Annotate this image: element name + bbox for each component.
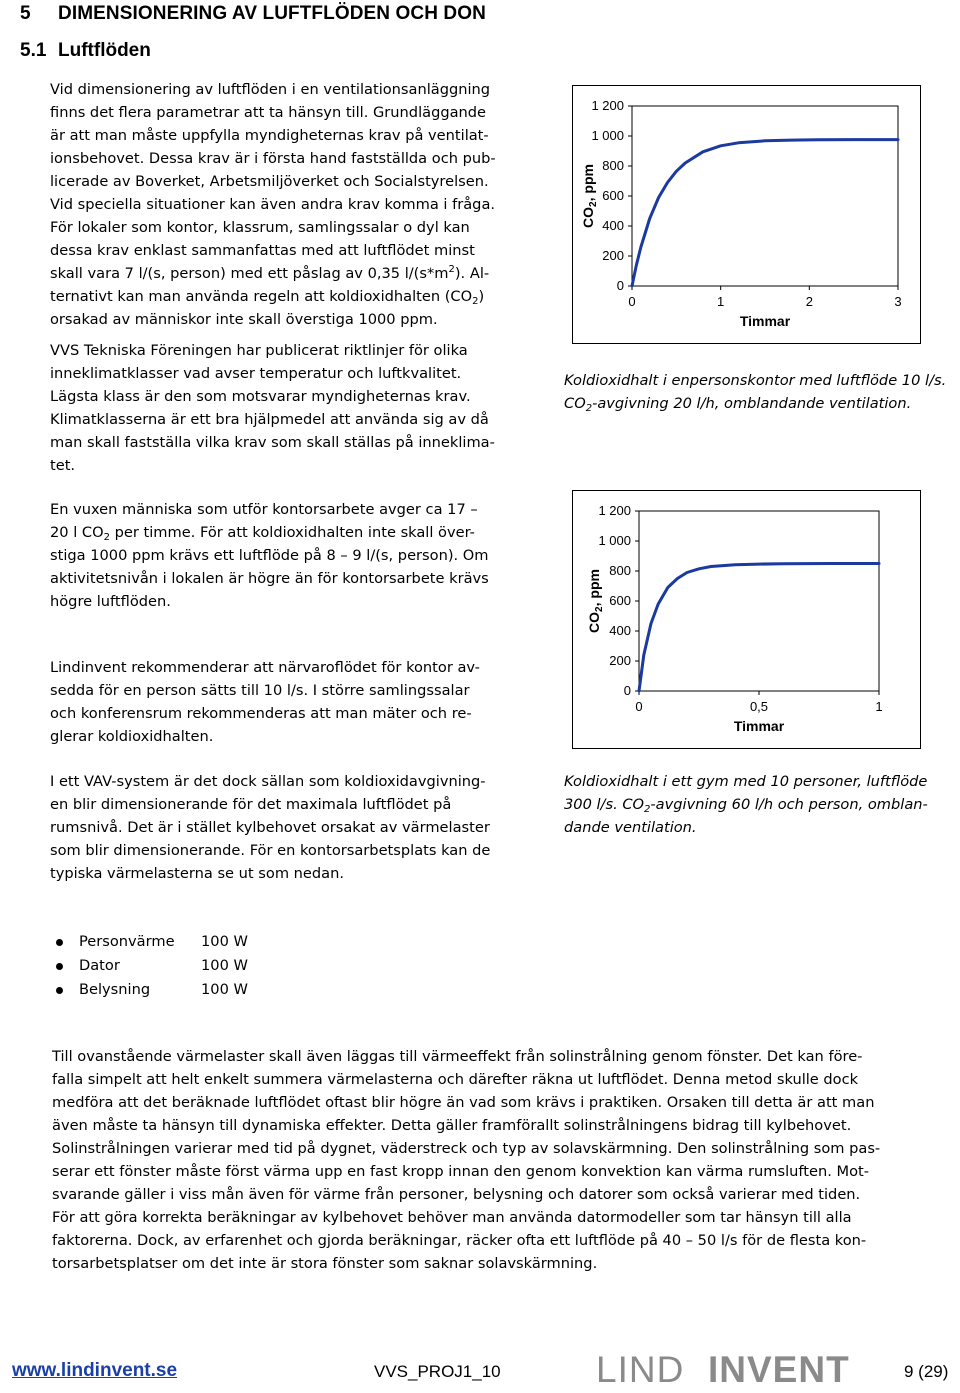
x-axis-label: Timmar: [739, 313, 791, 329]
bullet-icon: [56, 987, 63, 994]
chart-svg: [573, 86, 920, 343]
text-segment: ternativt kan man använda regeln att koldioxidhalten (CO: [50, 288, 473, 305]
list-item-value: 100 W: [201, 933, 248, 950]
text-segment: per timme. För att koldioxidhalten inte skall över-: [109, 524, 475, 541]
text-line: [564, 793, 928, 816]
text-line: [50, 262, 496, 285]
y-axis-label: $CO_2$, ppm: [580, 164, 599, 228]
text-line: sedda för en person sätts till 10 l/s. I större samlingssalar: [50, 682, 470, 699]
paragraph-co2-emission: [50, 498, 489, 613]
text-line: I ett VAV-system är det dock sällan som koldioxidavgivning-: [50, 773, 486, 790]
list-item: [54, 978, 248, 1002]
x-tick-label: 2: [805, 294, 813, 309]
text-line: är att man måste uppfylla myndigheternas krav på ventilat-: [50, 127, 489, 144]
bullet-icon: [56, 939, 63, 946]
text-line: som blir dimensionerande. För en kontorsarbetsplats kan de: [50, 842, 491, 859]
x-axis-label: Timmar: [733, 718, 785, 734]
text-line: licerade av Boverket, Arbetsmiljöverket och Socialstyrelsen.: [50, 173, 489, 190]
subscript: 2: [585, 403, 593, 414]
section-heading: [20, 3, 486, 25]
text-line: [50, 285, 496, 308]
section-title: DIMENSIONERING AV LUFTFLÖDEN OCH DON: [58, 3, 486, 24]
text-line: VVS Tekniska Föreningen har publicerat riktlinjer för olika: [50, 342, 468, 359]
y-tick-label: 0: [623, 683, 631, 698]
text-line: [564, 392, 946, 415]
text-segment: 20 l CO: [50, 524, 104, 541]
co2-chart-office: [572, 85, 921, 344]
list-item-value: 100 W: [201, 957, 248, 974]
x-tick-label: 3: [894, 294, 902, 309]
x-tick-label: 1: [875, 699, 883, 714]
text-line: serar ett fönster måste först värma upp en fast kropp innan den genom konvektion kan värma rumsluften. Mot-: [52, 1163, 869, 1180]
text-line: medföra att det beräknade luftflödet oftast blir högre än vad som krävs i praktiken. Orsaken till detta är att man: [52, 1094, 875, 1111]
caption-gym: [564, 770, 928, 839]
logo-svg: [596, 1352, 886, 1388]
subscript: 2: [103, 532, 110, 543]
y-tick-label: 200: [609, 653, 631, 668]
text-line: Vid dimensionering av luftflöden i en ventilationsanläggning: [50, 81, 491, 98]
caption-office: [564, 369, 946, 415]
text-line: finns det flera parametrar att ta hänsyn till. Grundläggande: [50, 104, 487, 121]
logo-text-invent: INVENT: [708, 1352, 850, 1388]
logo-text-lind: LIND: [596, 1352, 685, 1388]
text-line: även måste ta hänsyn till dynamiska effekter. Detta gäller framförallt solinstrålningens bidrag till kylbehovet.: [52, 1117, 852, 1134]
plot-area: [632, 106, 898, 286]
x-tick-label: 0,5: [749, 699, 769, 714]
text-line: falla simpelt att helt enkelt summera värmelasterna och därefter räkna ut luftflödet. Denna metod skulle dock: [52, 1071, 859, 1088]
paragraph-recommendation: [50, 656, 480, 748]
text-line: inneklimatklasser vad avser temperatur och luftkvalitet.: [50, 365, 462, 382]
text-segment: skall vara 7 l/(s, person) med ett påslag av 0,35 l/(s*m: [50, 265, 449, 282]
text-line: man skall fastställa vilka krav som skall ställas på inneklima-: [50, 434, 495, 451]
text-line: svarande gäller i viss mån även för värme från personer, belysning och datorer som också varierar med tiden.: [52, 1186, 861, 1203]
paragraph-solar: [52, 1045, 880, 1275]
chart-svg: [573, 491, 920, 748]
text-line: För att göra korrekta beräkningar av kylbehovet behöver man använda datormodeller som tar hänsyn till alla: [52, 1209, 852, 1226]
text-line: stiga 1000 ppm krävs ett luftflöde på 8 – 9 l/(s, person). Om: [50, 547, 489, 564]
text-line: Vid speciella situationer kan även andra krav komma i fråga.: [50, 196, 496, 213]
plot-area: [639, 511, 879, 691]
y-tick-label: 1 000: [598, 533, 631, 548]
list-item-name: Dator: [79, 957, 120, 974]
y-tick-label: 1 200: [598, 503, 631, 518]
text-line: Koldioxidhalt i ett gym med 10 personer, luftflöde: [564, 773, 928, 790]
x-tick-label: 1: [717, 294, 725, 309]
y-tick-label: 0: [616, 278, 624, 293]
y-tick-label: 800: [602, 158, 624, 173]
subscript: 2: [644, 804, 651, 815]
co2-chart-gym: [572, 490, 921, 749]
y-tick-label: 600: [602, 188, 624, 203]
y-tick-label: 1 200: [591, 98, 624, 113]
text-line: dande ventilation.: [564, 819, 697, 836]
text-line: Klimatklasserna är ett bra hjälpmedel att använda sig av då: [50, 411, 489, 428]
y-tick-label: 600: [609, 593, 631, 608]
text-segment: CO: [564, 395, 586, 412]
y-tick-label: 400: [609, 623, 631, 638]
text-line: ionsbehovet. Dessa krav är i första hand fastställda och pub-: [50, 150, 496, 167]
text-line: Lindinvent rekommenderar att närvaroflödet för kontor av-: [50, 659, 480, 676]
text-line: [50, 521, 489, 544]
paragraph-vav: [50, 770, 490, 885]
x-tick-label: 0: [628, 294, 636, 309]
list-item-name: Belysning: [79, 981, 151, 998]
text-line: rumsnivå. Det är i stället kylbehovet orsakat av värmelaster: [50, 819, 490, 836]
lindinvent-logo: [596, 1352, 886, 1393]
superscript: 2: [448, 264, 455, 275]
text-line: högre luftflöden.: [50, 593, 171, 610]
list-item-name: Personvärme: [79, 933, 175, 950]
x-tick-label: 0: [635, 699, 643, 714]
section-number: 5: [20, 3, 31, 24]
text-line: faktorerna. Dock, av erfarenhet och gjorda beräkningar, räcker ofta ett luftflöde på 40 – 50 l/s för de flesta kon-: [52, 1232, 867, 1249]
text-line: Solinstrålningen varierar med tid på dygnet, väderstreck och typ av solavskärmning. Den solinstrålning som pas-: [52, 1140, 881, 1157]
text-line: Koldioxidhalt i enpersonskontor med luftflöde 10 l/s.: [564, 372, 947, 389]
y-tick-label: 800: [609, 563, 631, 578]
text-line: En vuxen människa som utför kontorsarbete avger ca 17 –: [50, 501, 478, 518]
list-item: [54, 930, 248, 954]
heat-load-list: [54, 930, 248, 1002]
text-line: För lokaler som kontor, klassrum, samlingssalar o dyl kan: [50, 219, 470, 236]
text-line: typiska värmelasterna se ut som nedan.: [50, 865, 344, 882]
paragraph-vvs: [50, 339, 495, 477]
text-segment: 300 l/s. CO: [564, 796, 645, 813]
y-tick-label: 200: [602, 248, 624, 263]
subscript: 2: [472, 296, 479, 307]
text-line: dessa krav enklast sammanfattas med att luftflödet minst: [50, 242, 475, 259]
subsection-number: 5.1: [20, 40, 47, 61]
document-id: VVS_PROJ1_10: [374, 1362, 501, 1381]
y-axis-label: $CO_2$, ppm: [586, 569, 605, 633]
series-line: [639, 564, 879, 692]
text-segment: -avgivning 20 l/h, omblandande ventilation.: [592, 395, 912, 412]
page-number: 9 (29): [904, 1362, 949, 1381]
text-line: glerar koldioxidhalten.: [50, 728, 214, 745]
y-tick-label: 400: [602, 218, 624, 233]
text-line: tet.: [50, 457, 76, 474]
subsection-title: Luftflöden: [58, 40, 151, 61]
website-link[interactable]: www.lindinvent.se: [12, 1360, 178, 1381]
series-line: [632, 140, 898, 286]
text-line: aktivitetsnivån i lokalen är högre än för kontorsarbete krävs: [50, 570, 489, 587]
text-segment: -avgivning 60 l/h och person, omblan-: [650, 796, 928, 813]
text-segment: ). Al-: [454, 265, 490, 282]
text-line: och konferensrum rekommenderas att man mäter och re-: [50, 705, 472, 722]
y-tick-label: 1 000: [591, 128, 624, 143]
text-line: Till ovanstående värmelaster skall även läggas till värmeeffekt från solinstrålning genom fönster. Det kan före-: [52, 1048, 863, 1065]
text-line: orsakad av människor inte skall överstiga 1000 ppm.: [50, 311, 438, 328]
paragraph-dimensioning: [50, 78, 496, 331]
text-line: Lägsta klass är den som motsvarar myndigheternas krav.: [50, 388, 471, 405]
bullet-icon: [56, 963, 63, 970]
text-line: en blir dimensionerande för det maximala luftflödet på: [50, 796, 452, 813]
text-segment: ): [478, 288, 485, 305]
list-item-value: 100 W: [201, 981, 248, 998]
list-item: [54, 954, 248, 978]
subsection-heading: [20, 40, 151, 62]
text-line: torsarbetsplatser om det inte är stora fönster som saknar solavskärmning.: [52, 1255, 598, 1272]
